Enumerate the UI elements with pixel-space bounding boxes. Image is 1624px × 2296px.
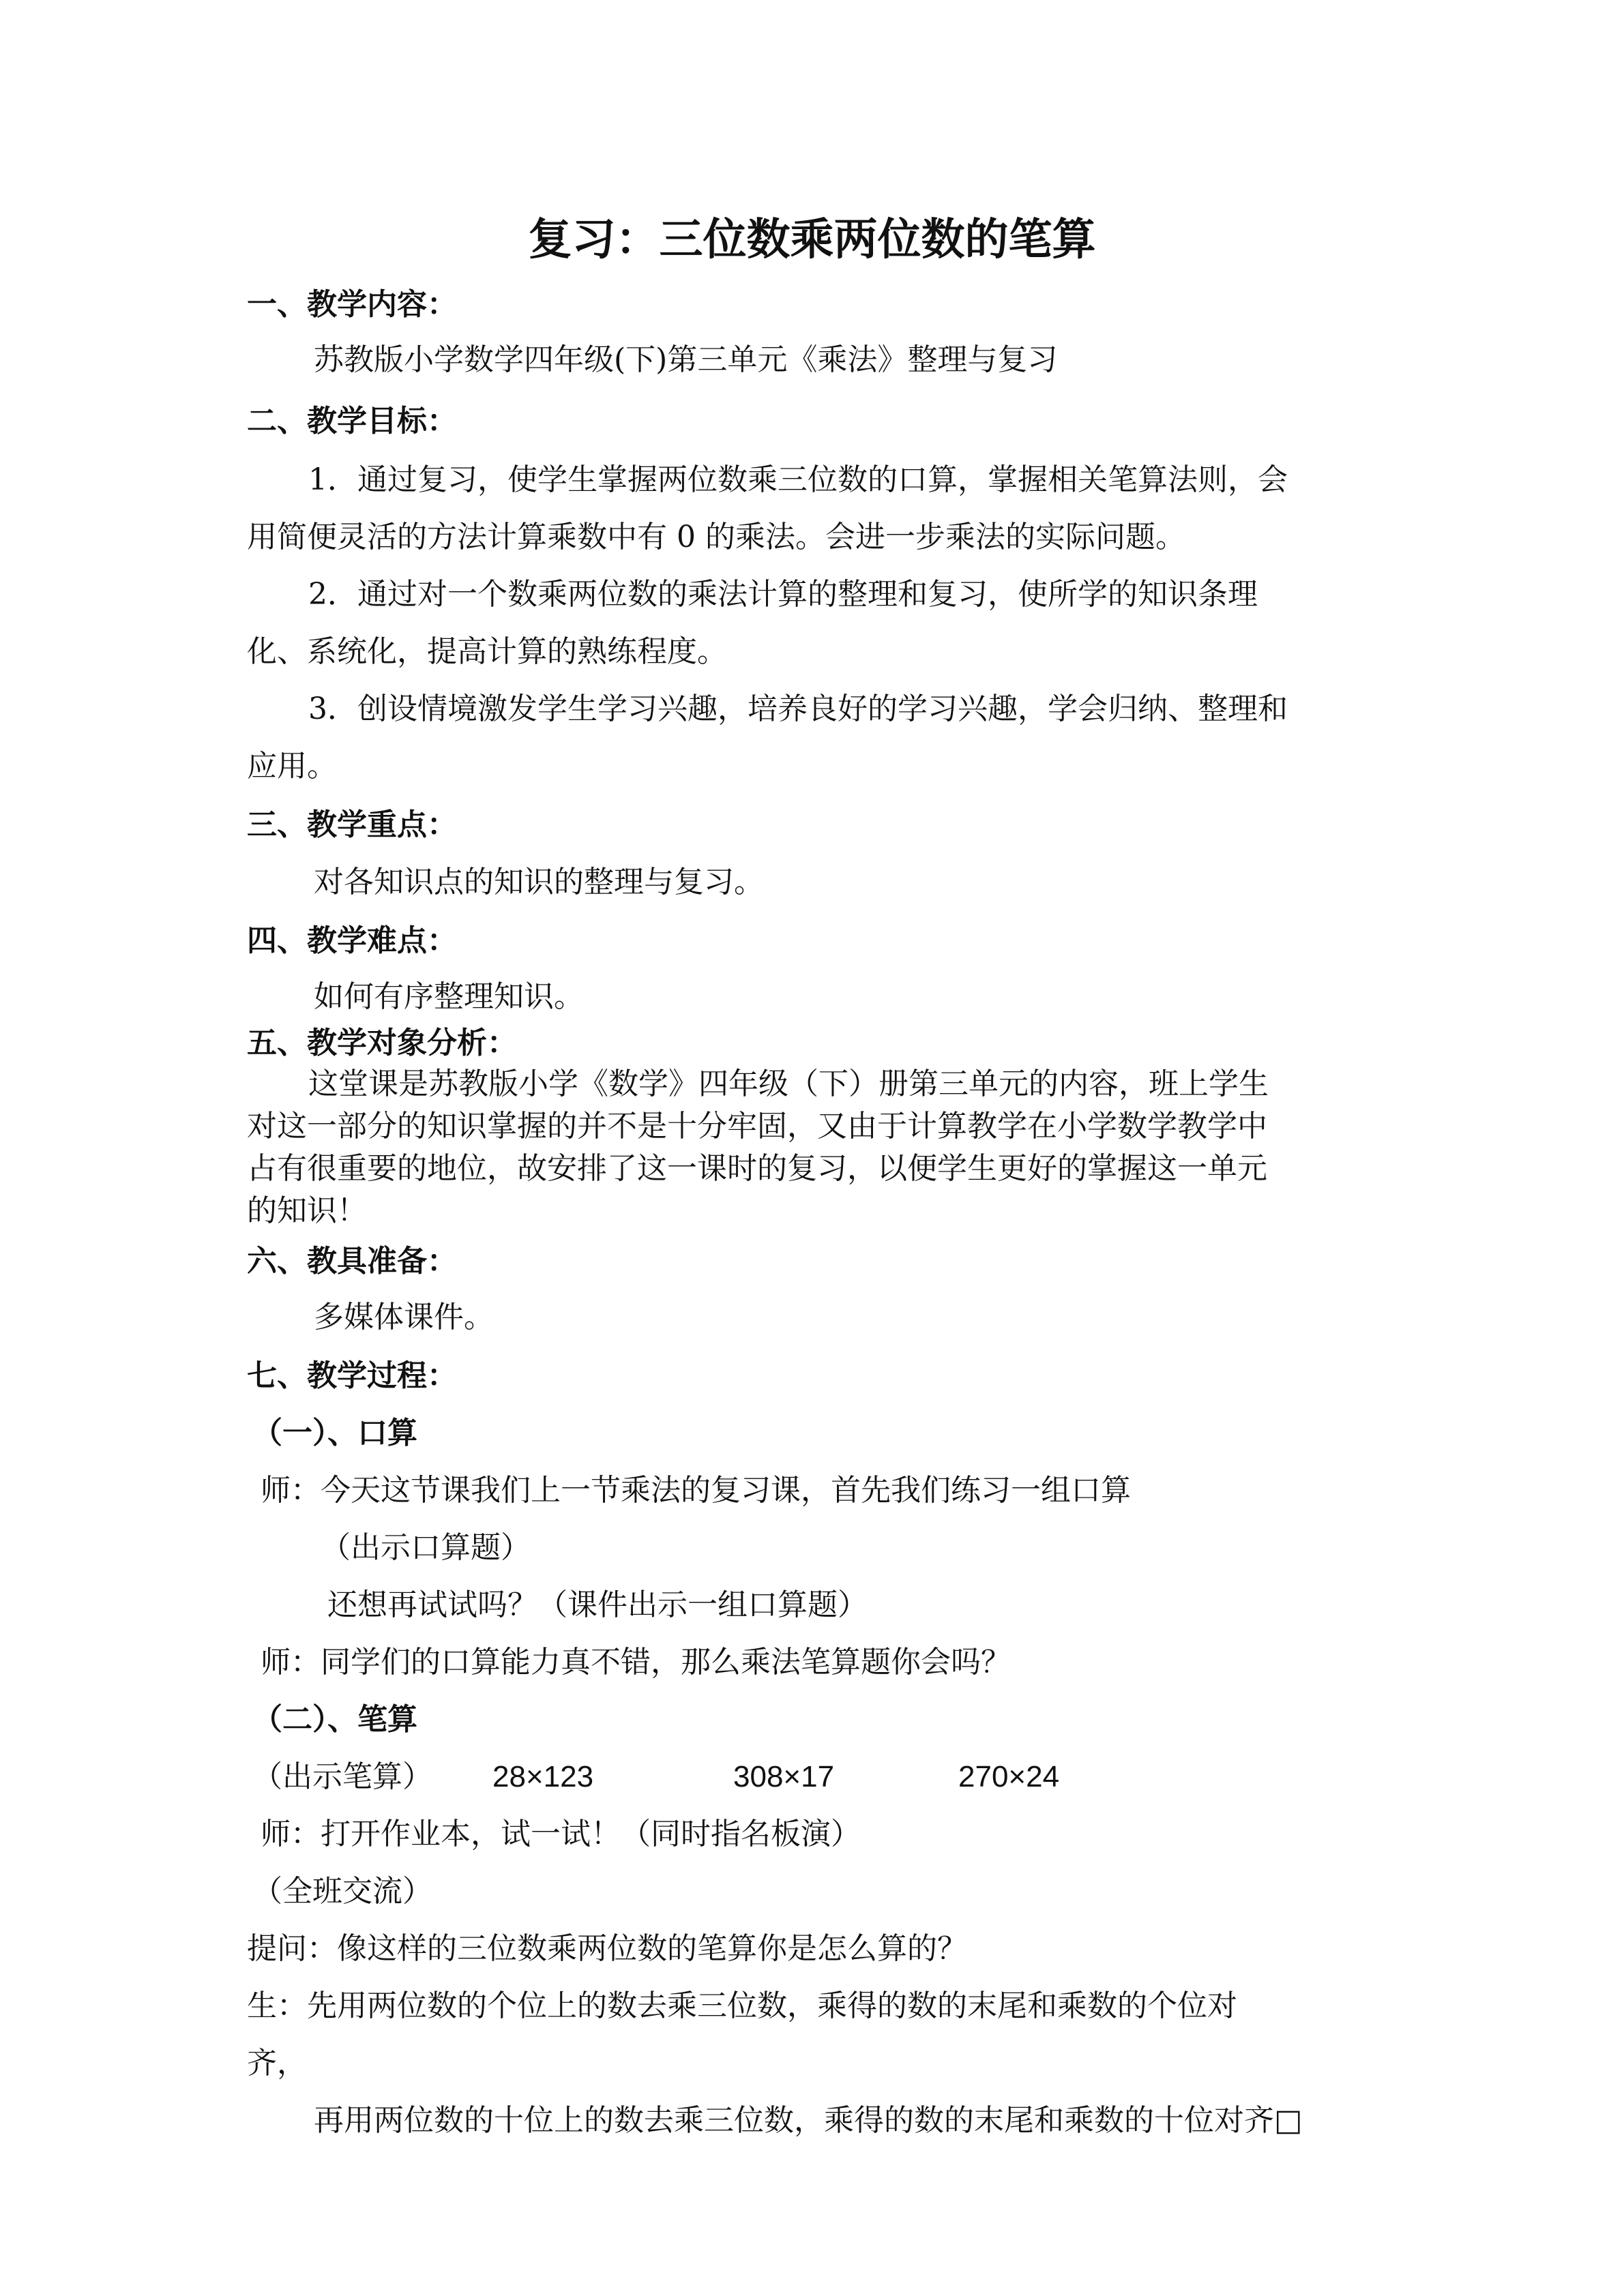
section-heading-difficulties: 四、教学难点： [247,923,457,958]
goal-3-line-1: 3．创设情境激发学生学习兴趣，培养良好的学习兴趣，学会归纳、整理和 [308,691,1288,726]
goal-1-line-2: 用简便灵活的方法计算乘数中有 0 的乘法。会进一步乘法的实际问题。 [247,520,1185,554]
calc-problem-1: 28×123 [492,1760,594,1793]
part-1-line-3: 还想再试试吗？（课件出示一组口算题） [327,1587,868,1622]
section-heading-goals: 二、教学目标： [247,404,457,438]
difficulties-text: 如何有序整理知识。 [314,979,584,1014]
part-1-line-2: （出示口算题） [321,1530,531,1565]
page-title: 复习：三位数乘两位数的笔算 [528,215,1096,265]
section-heading-student-analysis: 五、教学对象分析： [247,1026,517,1060]
key-points-text: 对各知识点的知识的整理与复习。 [314,865,764,899]
section-heading-key-points: 三、教学重点： [247,807,457,842]
part-2-line-6: 齐， [247,2046,307,2081]
teaching-aids-text: 多媒体课件。 [314,1300,494,1335]
calc-problem-2: 308×17 [733,1760,835,1793]
section-heading-content: 一、教学内容： [247,287,457,322]
goal-2-line-2: 化、系统化，提高计算的熟练程度。 [247,634,727,669]
goal-1-line-1: 1．通过复习，使学生掌握两位数乘三位数的口算，掌握相关笔算法则，会 [308,462,1288,497]
part-2-line-5: 生：先用两位数的个位上的数去乘三位数，乘得的数的末尾和乘数的个位对 [247,1988,1237,2023]
part-1-line-1: 师：今天这节课我们上一节乘法的复习课，首先我们练习一组口算 [261,1473,1131,1508]
part-2-show-label: （出示笔算） [252,1759,432,1794]
part-2-line-4: 提问：像这样的三位数乘两位数的笔算你是怎么算的？ [247,1931,967,1966]
section-heading-teaching-aids: 六、教具准备： [247,1244,457,1279]
calc-problem-3: 270×24 [958,1760,1060,1793]
part-1-heading-oral: （一）、口算 [252,1416,417,1450]
part-1-line-4: 师：同学们的口算能力真不错，那么乘法笔算题你会吗？ [261,1645,1011,1680]
part-2-line-2: 师：打开作业本，试一试！（同时指名板演） [261,1817,861,1851]
part-2-show-row [252,1757,432,1798]
analysis-line-2: 对这一部分的知识掌握的并不是十分牢固，又由于计算教学在小学数学教学中 [247,1109,1267,1144]
part-2-line-7: 再用两位数的十位上的数去乘三位数，乘得的数的末尾和乘数的十位对齐□ [314,2103,1303,2138]
part-2-heading-written: （二）、笔算 [252,1702,417,1737]
part-2-line-3: （全班交流） [252,1874,432,1909]
section-heading-teaching-process: 七、教学过程： [247,1358,457,1393]
goal-2-line-1: 2．通过对一个数乘两位数的乘法计算的整理和复习，使所学的知识条理 [308,577,1258,612]
goal-3-line-2: 应用。 [247,749,337,784]
content-text: 苏教版小学数学四年级(下)第三单元《乘法》整理与复习 [314,342,1058,377]
analysis-line-4: 的知识！ [247,1193,367,1228]
analysis-line-3: 占有很重要的地位，故安排了这一课时的复习，以便学生更好的掌握这一单元 [247,1151,1267,1186]
analysis-line-1: 这堂课是苏教版小学《数学》四年级（下）册第三单元的内容，班上学生 [308,1067,1269,1101]
